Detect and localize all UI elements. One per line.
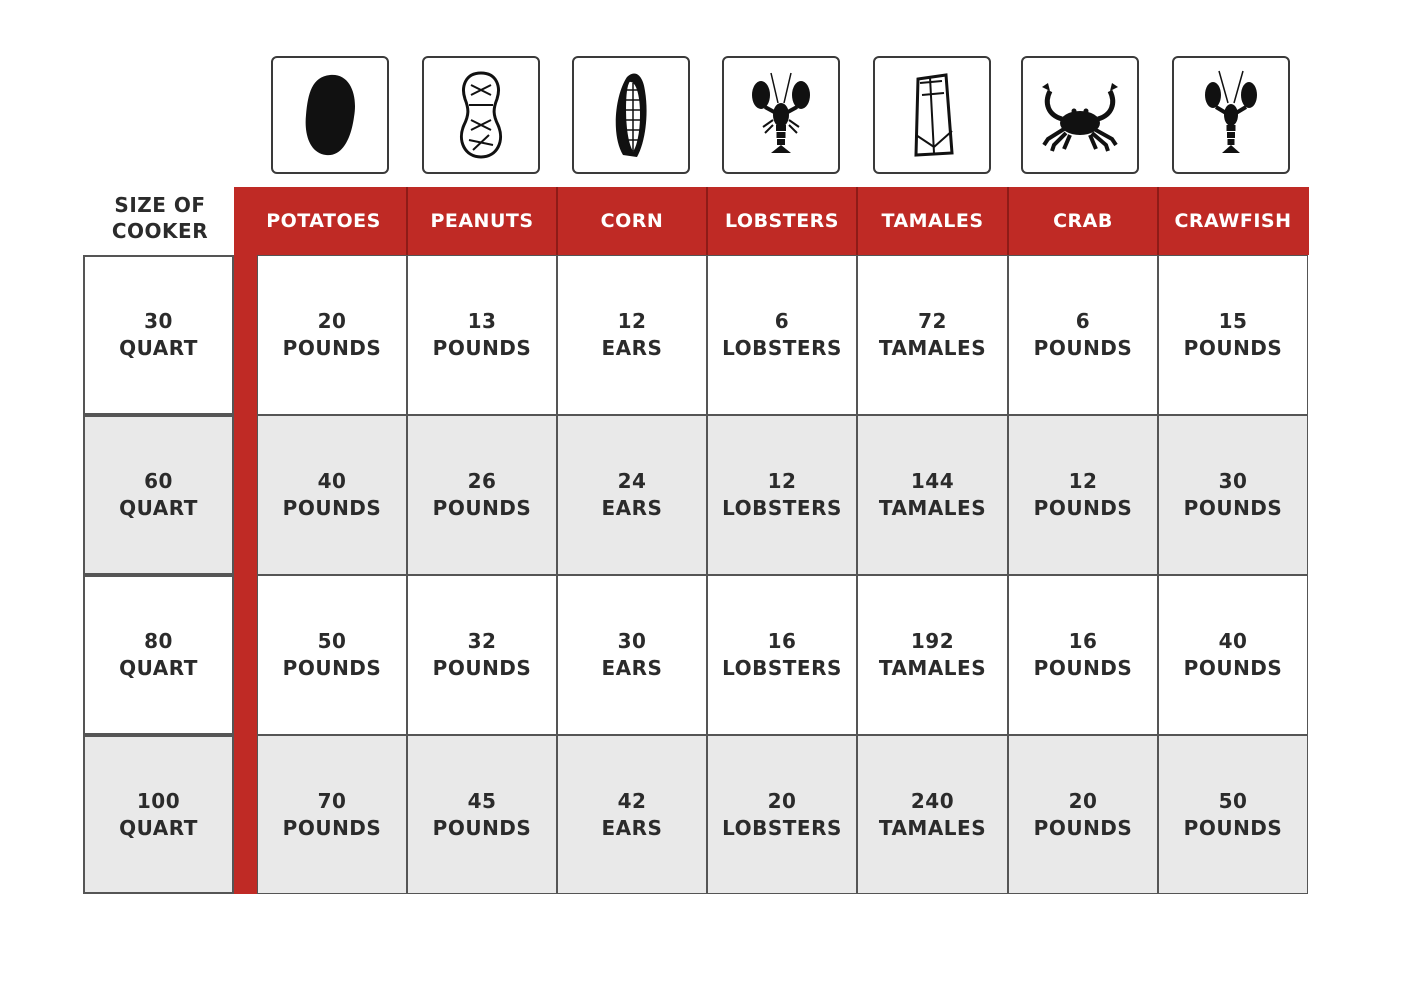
table-cell (257, 415, 407, 575)
cell-line: POUNDS (1033, 336, 1133, 360)
cell-line: 6 (1075, 309, 1091, 333)
cell-line: 12 (617, 309, 647, 333)
table-cell (707, 415, 857, 575)
row-label-line: QUART (119, 336, 198, 360)
table-cell (1008, 735, 1158, 894)
size-of-cooker-label (84, 192, 236, 252)
table-cell (1008, 415, 1158, 575)
cell-line: POUNDS (1033, 656, 1133, 680)
cell-line: POUNDS (282, 496, 382, 520)
column-header-lobsters: LOBSTERS (724, 210, 839, 232)
header-divider (1157, 187, 1159, 255)
cell-line: 192 (910, 629, 955, 653)
cell-line: POUNDS (282, 656, 382, 680)
cell-line: EARS (601, 496, 663, 520)
header-divider (1007, 187, 1009, 255)
table-cell (407, 575, 557, 735)
table-cell (557, 735, 707, 894)
cell-line: POUNDS (432, 656, 532, 680)
crab-icon (1021, 56, 1139, 174)
cell-line: 72 (918, 309, 947, 333)
table-cell (257, 735, 407, 894)
food-icons-row (0, 0, 1411, 180)
cell-line: 240 (910, 788, 955, 813)
cell-line: POUNDS (1033, 496, 1133, 520)
cell-line: POUNDS (1183, 815, 1283, 840)
cell-line: 24 (617, 469, 647, 493)
table-cell (557, 575, 707, 735)
cell-line: 50 (317, 629, 347, 653)
column-header-crawfish: CRAWFISH (1174, 210, 1292, 232)
cell-line: 30 (1218, 469, 1248, 493)
table-cell (857, 255, 1008, 415)
cell-line: 6 (774, 309, 790, 333)
cell-line: 12 (1068, 469, 1098, 493)
cell-line: POUNDS (432, 496, 532, 520)
crawfish-icon (1172, 56, 1290, 174)
cell-line: 16 (767, 629, 797, 653)
peanut-icon (422, 56, 540, 174)
cell-line: 45 (467, 788, 497, 813)
header-divider (706, 187, 708, 255)
corn-icon (572, 56, 690, 174)
column-header-tamales: TAMALES (881, 210, 984, 232)
row-label-60-quart (83, 415, 234, 575)
table-cell (257, 575, 407, 735)
cell-line: LOBSTERS (722, 496, 842, 520)
cell-line: 32 (467, 629, 497, 653)
row-label-line: 80 (144, 629, 173, 653)
cell-line: POUNDS (1183, 656, 1283, 680)
cell-line: 15 (1218, 309, 1248, 333)
row-label-line: QUART (119, 815, 198, 840)
cell-line: TAMALES (878, 815, 987, 840)
column-header-peanuts: PEANUTS (430, 210, 534, 232)
column-header-potatoes: POTATOES (266, 210, 381, 232)
cell-line: 70 (317, 788, 347, 813)
cell-line: 12 (767, 469, 797, 493)
table-cell (707, 255, 857, 415)
header-divider (556, 187, 558, 255)
cell-line: POUNDS (432, 336, 532, 360)
row-label-line: 60 (144, 469, 173, 493)
cell-line: 26 (467, 469, 497, 493)
table-cell (857, 735, 1008, 894)
potato-icon (271, 56, 389, 174)
table-cell (1158, 255, 1308, 415)
cell-line: POUNDS (1183, 496, 1283, 520)
cell-line: 40 (1218, 629, 1248, 653)
table-cell (407, 735, 557, 894)
cell-line: 20 (317, 309, 347, 333)
table-cell (1158, 575, 1308, 735)
row-label-line: 100 (136, 788, 181, 813)
table-cell (407, 415, 557, 575)
row-label-30-quart (83, 255, 234, 415)
table-cell (1008, 255, 1158, 415)
cell-line: POUNDS (282, 815, 382, 840)
cell-line: LOBSTERS (722, 815, 842, 840)
cell-line: POUNDS (1183, 336, 1283, 360)
table-cell (257, 255, 407, 415)
cell-line: 42 (617, 788, 647, 813)
table-cell (857, 575, 1008, 735)
cell-line: 40 (317, 469, 347, 493)
tamale-icon (873, 56, 991, 174)
row-label-line: 30 (144, 309, 173, 333)
table-cell (557, 415, 707, 575)
table-cell (857, 415, 1008, 575)
header-divider (406, 187, 408, 255)
cell-line: LOBSTERS (722, 336, 842, 360)
row-label-80-quart (83, 575, 234, 735)
table-cell (707, 735, 857, 894)
size-label-line1: SIZE OF (114, 193, 206, 217)
cell-line: EARS (601, 336, 663, 360)
column-header-corn: CORN (600, 210, 664, 232)
cell-line: EARS (601, 815, 663, 840)
column-header-crab: CRAB (1053, 210, 1113, 232)
cell-line: 144 (910, 469, 955, 493)
cell-line: TAMALES (878, 656, 987, 680)
lobster-icon (722, 56, 840, 174)
cell-line: POUNDS (282, 336, 382, 360)
header-divider (856, 187, 858, 255)
cell-line: 30 (617, 629, 647, 653)
table-cell (1158, 415, 1308, 575)
table-cell (557, 255, 707, 415)
red-spine-bar (234, 187, 257, 894)
cell-line: 13 (467, 309, 497, 333)
table-cell (407, 255, 557, 415)
cell-line: EARS (601, 656, 663, 680)
table-cell (707, 575, 857, 735)
cell-line: POUNDS (1033, 815, 1133, 840)
size-label-line2: COOKER (111, 219, 209, 243)
table-cell (1158, 735, 1308, 894)
cell-line: 16 (1068, 629, 1098, 653)
cell-line: TAMALES (878, 336, 987, 360)
cell-line: TAMALES (878, 496, 987, 520)
row-label-line: QUART (119, 656, 198, 680)
row-label-line: QUART (119, 496, 198, 520)
cell-line: 50 (1218, 788, 1248, 813)
cell-line: 20 (1068, 788, 1098, 813)
cell-line: 20 (767, 788, 797, 813)
cell-line: POUNDS (432, 815, 532, 840)
row-label-100-quart (83, 735, 234, 894)
cell-line: LOBSTERS (722, 656, 842, 680)
table-cell (1008, 575, 1158, 735)
